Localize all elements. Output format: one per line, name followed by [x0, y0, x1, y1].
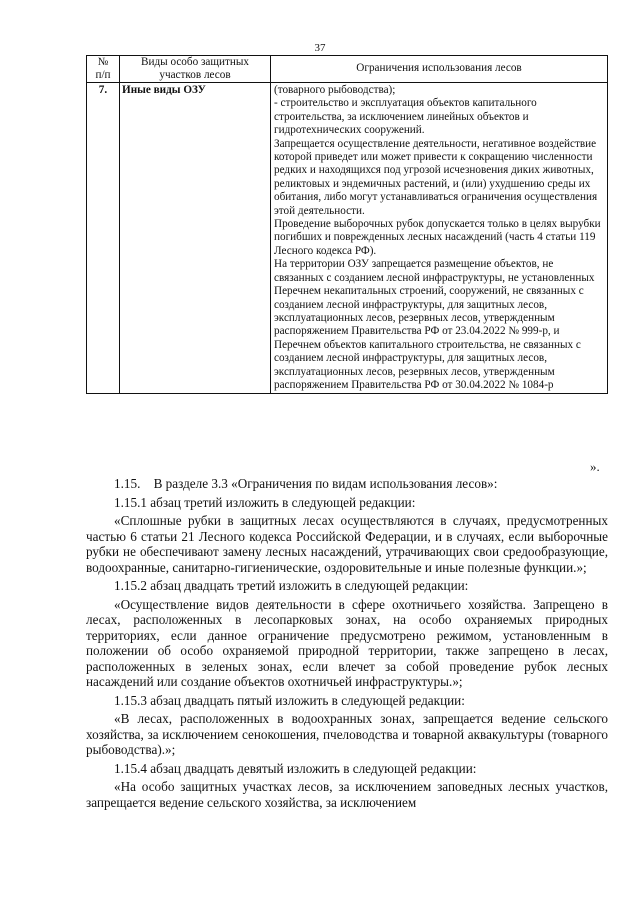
restriction-text: На территории ОЗУ запрещается размещение объектов, не связанных с созданием лесной инфраструктуры, не установленных Перечнем некапитальных строений, сооружений, не связанных с созданием лесной инфраструктуры, для защитных лесов, эксплуатационных лесов, резервных лесов, утвержденным распоряжением Правительства РФ от 23.04.2022 № 999-р, и Перечнем объектов капитального строительства, не связанных с созданием лесной инфраструктуры, для защитных лесов, эксплуатационных лесов, резервных лесов, утвержденным распоряжением Правительства РФ от 30.04.2022 № 1084-р [274, 258, 595, 391]
restriction-text: (товарного рыбоводства); [274, 84, 396, 96]
paragraph: «Сплошные рубки в защитных лесах осуществляются в случаях, предусмотренных частью 6 статьи 21 Лесного кодекса Российской Федерации, и в случаях, если выборочные рубки не обеспечивают замену лесных насаждений, утрачивающих свои средообразующие, водоохранные, санитарно-гигиенические, оздоровительные и иные полезные функции.»; [86, 513, 608, 575]
header-num-line2: п/п [95, 69, 111, 81]
restrictions-table [86, 55, 608, 394]
table-row [87, 83, 608, 394]
row-kind: Иные виды ОЗУ [120, 83, 271, 394]
row-restrictions [271, 83, 608, 394]
header-kind-line2: участков лесов [159, 69, 231, 81]
restriction-text: Проведение выборочных рубок допускается только в целях вырубки погибших и поврежденных лесных насаждений (часть 4 статьи 119 Лесного кодекса РФ). [274, 218, 601, 257]
paragraph: «В лесах, расположенных в водоохранных зонах, запрещается ведение сельского хозяйства, за исключением сенокошения, пчеловодства и товарной аквакультуры (товарного рыбоводства).»; [86, 711, 608, 757]
header-num [87, 56, 120, 83]
header-kind-line1: Виды особо защитных [141, 56, 249, 68]
paragraph: «На особо защитных участках лесов, за исключением заповедных лесных участков, запрещается ведение сельского хозяйства, за исключением [86, 779, 608, 810]
restriction-text: Запрещается осуществление деятельности, негативное воздействие которой приведет или может привести к сокращению численности редких и находящихся под угрозой исчезновения диких животных, реликтовых и эндемичных растений, и (или) ухудшению среды их обитания, либо могут устанавливаться ограничения осуществления этой деятельности. [274, 137, 598, 217]
header-kind [120, 56, 271, 83]
paragraph: 1.15.2 абзац двадцать третий изложить в следующей редакции: [114, 578, 469, 593]
restriction-text: - строительство и эксплуатация объектов капитального строительства, за исключением линейных объектов и гидротехнических сооружений. [274, 97, 537, 137]
paragraph: 1.15.4 абзац двадцать девятый изложить в следующей редакции: [114, 760, 477, 776]
paragraph: 1.15. В разделе 3.3 «Ограничения по видам использования лесов»: [114, 476, 498, 491]
header-num-line1: № [97, 56, 109, 68]
amendments-text [86, 476, 608, 813]
paragraph: «Осуществление видов деятельности в сфере охотничьего хозяйства. Запрещено в лесах, расположенных в лесопарковых зонах, на особо охраняемых природных территориях, если данное ограничение предусмотрено режимом, установленным в положении об особо охраняемой природной территории, также запрещено в лесах, расположенных в зеленых зонах, если влечет за собой проведение рубок лесных насаждений или создание объектов охотничьей инфраструктуры.»; [86, 596, 608, 689]
table-header-row [87, 56, 608, 83]
row-num: 7. [87, 83, 120, 394]
quote-end: ». [590, 459, 600, 474]
header-restrictions: Ограничения использования лесов [271, 56, 608, 83]
paragraph: 1.15.1 абзац третий изложить в следующей редакции: [114, 494, 416, 510]
paragraph: 1.15.3 абзац двадцать пятый изложить в следующей редакции: [114, 692, 465, 708]
page-number: 37 [314, 42, 326, 54]
